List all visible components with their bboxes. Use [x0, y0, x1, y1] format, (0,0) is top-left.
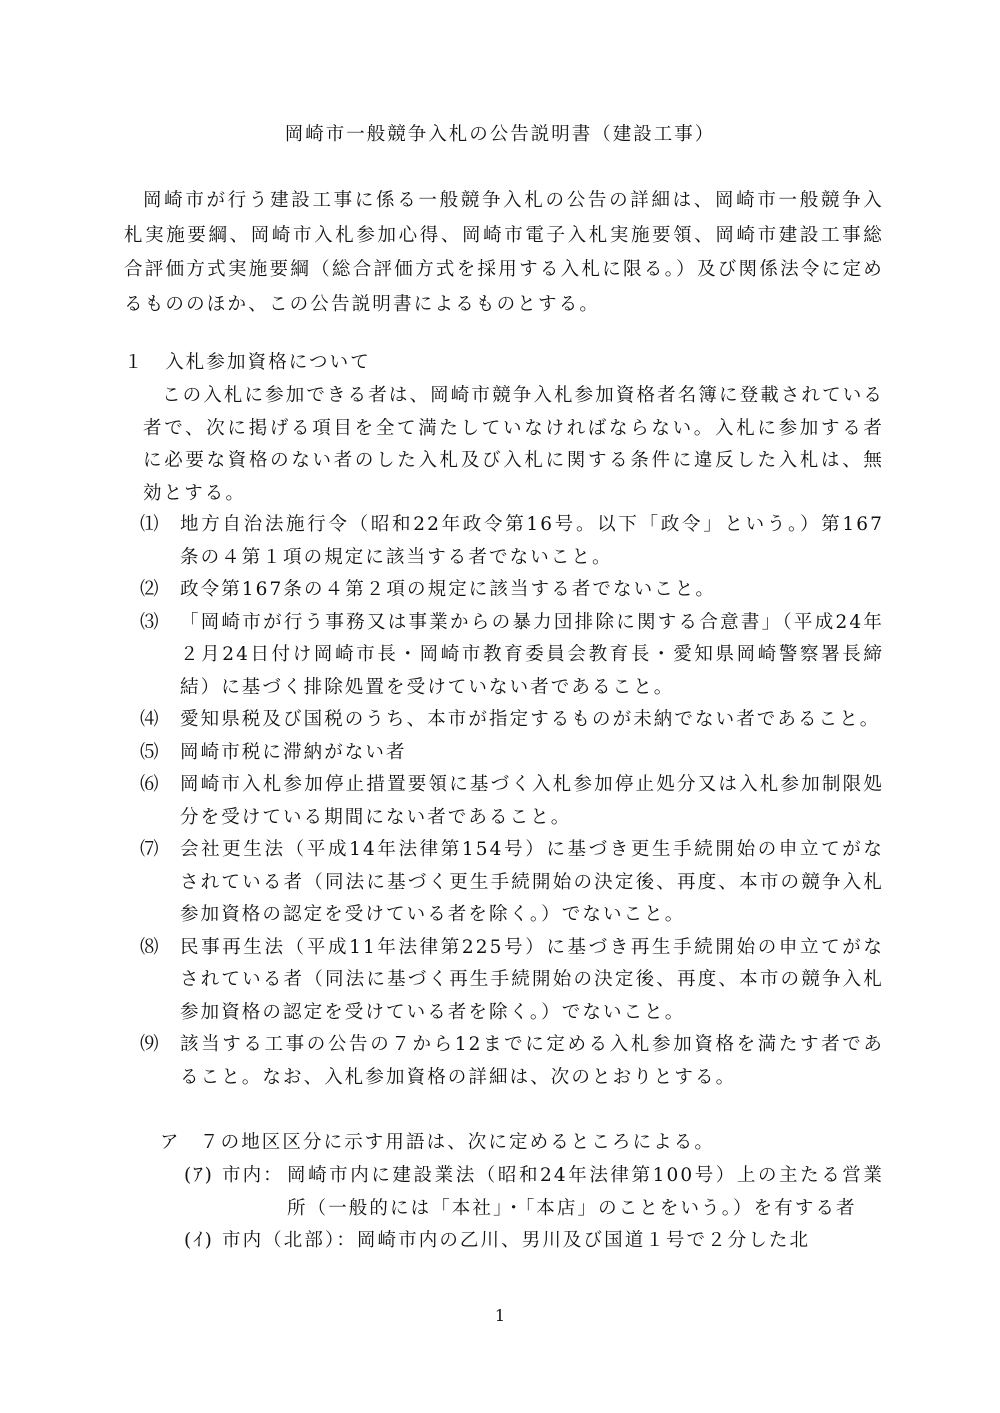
term-text: 岡崎市内の乙川、男川及び国道１号で２分した北: [356, 1230, 811, 1251]
list-item: [140, 574, 884, 607]
term-label: (ｱ) 市内：: [184, 1165, 284, 1186]
requirement-list: [140, 509, 884, 1094]
item-number: ⑵: [140, 579, 161, 600]
section-heading: １ 入札参加資格について: [124, 352, 371, 373]
item-text: 「岡崎市が行う事務又は事業からの暴力団排除に関する合意書」（平成24年２月24日付け岡崎市長・岡崎市教育委員会教育長・愛知県岡崎警察署長締結）に基づく排除処置を受けていない者であること。: [180, 611, 884, 698]
item-text: 政令第167条の４第２項の規定に該当する者でないこと。: [180, 579, 717, 600]
item-number: ⑹: [140, 774, 161, 795]
term-definition: [184, 1160, 884, 1225]
item-text: 岡崎市入札参加停止措置要領に基づく入札参加停止処分又は入札参加制限処分を受けている期間にない者であること。: [180, 774, 884, 828]
term-definition: [184, 1225, 884, 1258]
list-item: [140, 704, 884, 737]
item-number: ⑶: [140, 611, 161, 633]
list-item: [140, 932, 884, 1030]
item-text: 会社更生法（平成14年法律第154号）に基づき更生手続開始の申立てがなされている者（同法に基づく更生手続開始の決定後、再度、本市の競争入札参加資格の認定を受けている者を除く。）でないこと。: [180, 839, 884, 925]
term-label: (ｲ) 市内（北部）：: [184, 1230, 357, 1251]
sub-item-a: [160, 1127, 884, 1160]
item-number: ⑼: [140, 1034, 161, 1055]
item-number: ⑺: [140, 839, 161, 860]
item-text: 民事再生法（平成11年法律第225号）に基づき再生手続開始の申立てがなされている者（同法に基づく再生手続開始の決定後、再度、本市の競争入札参加資格の認定を受けている者を除く。）でないこと。: [180, 936, 884, 1023]
list-item: [140, 1029, 884, 1094]
item-number: ⑸: [140, 741, 161, 763]
term-text: 岡崎市内に建設業法（昭和24年法律第100号）上の主たる営業所（一般的には「本社」・「本店」のことをいう。）を有する者: [287, 1165, 884, 1219]
list-item: [140, 509, 884, 574]
item-text: 愛知県税及び国税のうち、本市が指定するものが未納でない者であること。: [180, 709, 881, 730]
list-item: [140, 769, 884, 834]
item-number: ⑻: [140, 936, 161, 958]
sub-item-text: ７の地区区分に示す用語は、次に定めるところによる。: [200, 1132, 716, 1153]
list-item: [140, 607, 884, 705]
page-number: 1: [494, 1306, 506, 1325]
item-number: ⑴: [140, 514, 161, 535]
item-number: ⑷: [140, 709, 161, 730]
sub-item-number: ア: [160, 1132, 181, 1153]
document-title: 岡崎市一般競争入札の公告説明書（建設工事）: [284, 124, 716, 145]
intro-paragraph: 岡崎市が行う建設工事に係る一般競争入札の公告の詳細は、岡崎市一般競争入札実施要綱、岡崎市入札参加心得、岡崎市電子入札実施要領、岡崎市建設工事総合評価方式実施要綱（総合評価方式を採用する入札に限る。）及び関係法令に定めるもののほか、この公告説明書によるものとする。: [124, 190, 884, 315]
section-body: この入札に参加できる者は、岡崎市競争入札参加資格者名簿に登載されている者で、次に掲げる項目を全て満たしていなければならない。入札に参加する者に必要な資格のない者のした入札及び入札に関する条件に違反した入札は、無効とする。: [143, 385, 884, 504]
item-text: 岡崎市税に滞納がない者: [180, 741, 407, 763]
item-text: 該当する工事の公告の７から12までに定める入札参加資格を満たす者であること。なお、入札参加資格の詳細は、次のとおりとする。: [180, 1034, 884, 1088]
term-definitions: [184, 1160, 884, 1258]
list-item: [140, 737, 884, 770]
item-text: 地方自治法施行令（昭和22年政令第16号。以下「政令」という。）第167条の４第１項の規定に該当する者でないこと。: [180, 514, 884, 568]
list-item: [140, 834, 884, 932]
